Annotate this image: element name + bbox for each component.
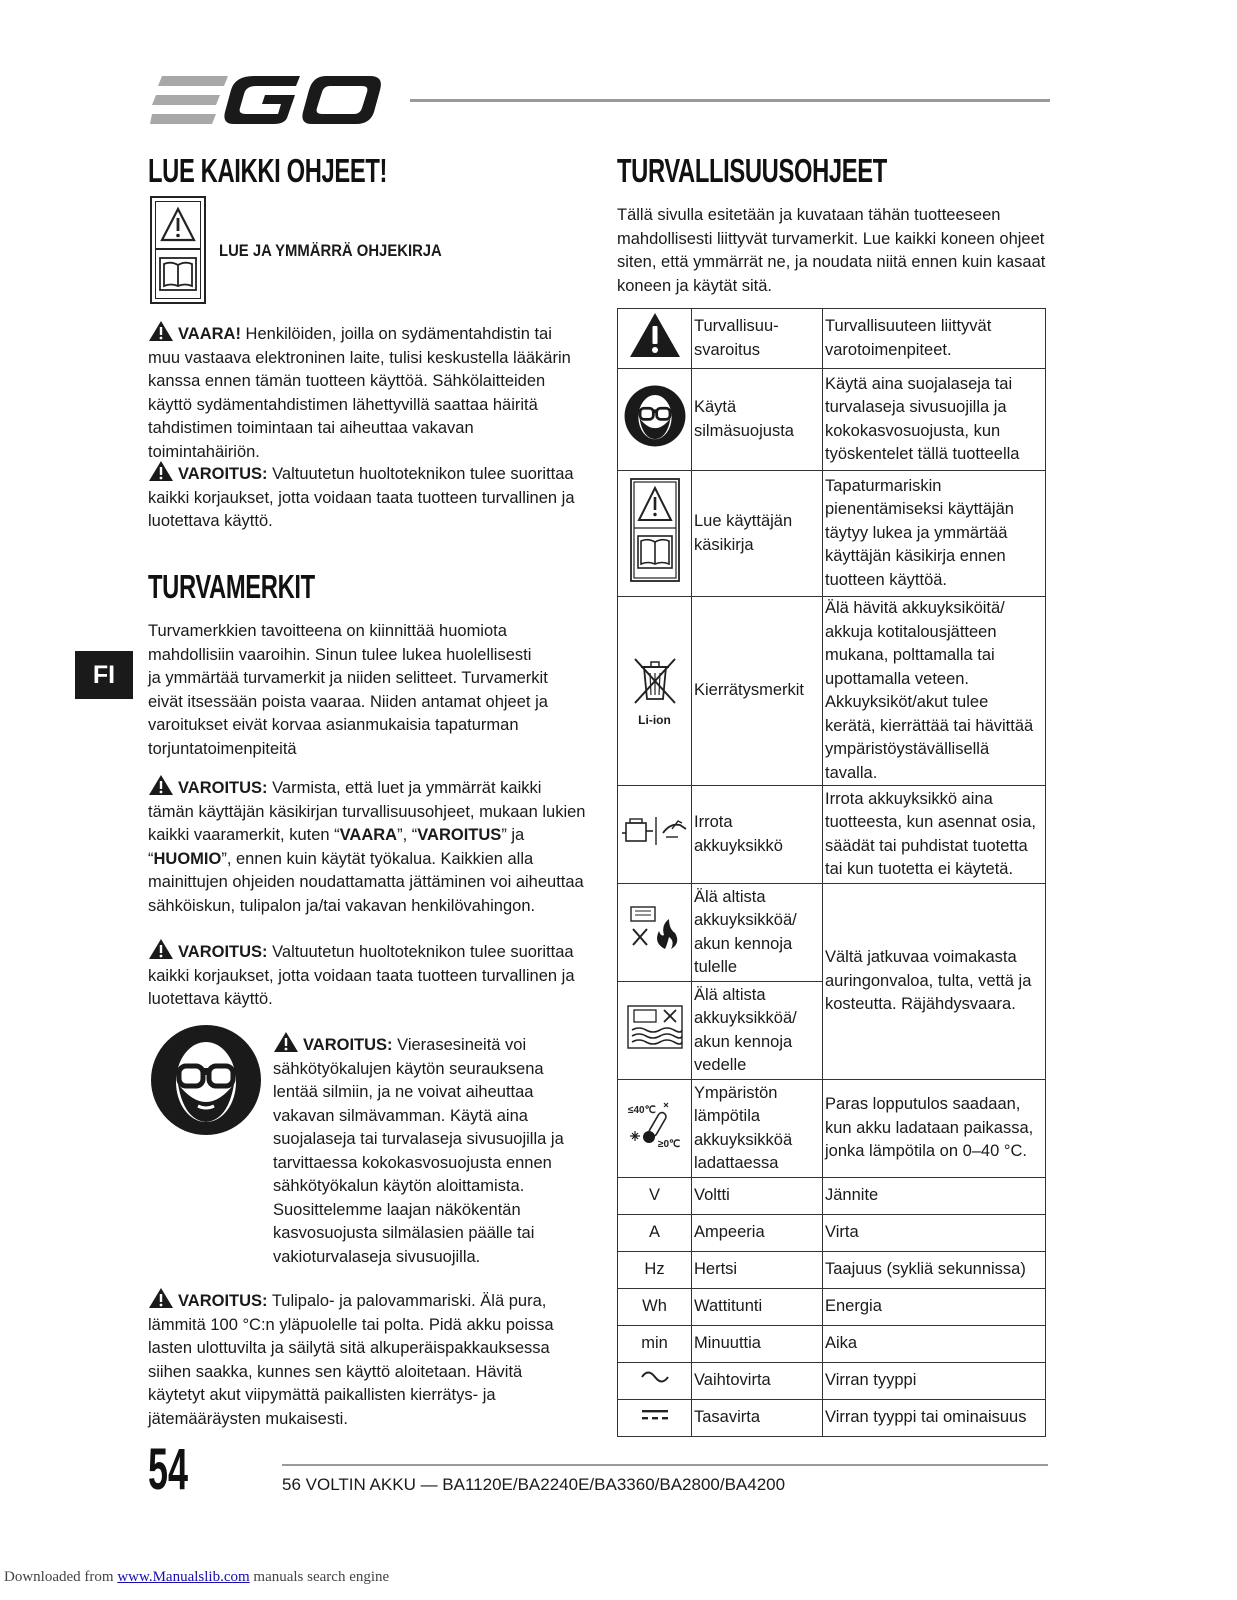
warning-icon: [273, 1031, 299, 1053]
book-icon: [159, 256, 197, 292]
symbol-description: Taajuus (sykliä sekunnissa): [823, 1252, 1046, 1289]
table-row: [618, 1178, 1046, 1215]
remove-battery-icon: [620, 811, 690, 851]
symbol-cell: min: [618, 1326, 692, 1363]
table-row: [618, 369, 1046, 471]
symbol-name: Voltti: [692, 1178, 823, 1215]
no-water-icon: [626, 1004, 684, 1050]
read-manual-label: LUE JA YMMÄRRÄ OHJEKIRJA: [219, 242, 442, 260]
symbol-cell: [618, 471, 692, 597]
symbol-cell: [618, 369, 692, 471]
warning-icon: [148, 320, 174, 342]
symbol-name: Wattitunti: [692, 1289, 823, 1326]
symbol-name: Ympäristön lämpötila akkuyksikköä ladattaessa: [692, 1080, 823, 1178]
table-row: [618, 597, 1046, 786]
symbol-description: Vältä jatkuvaa voimakasta auringonvaloa, tulta, vettä ja kosteutta. Räjähdysvaara.: [823, 884, 1046, 1080]
table-row: [618, 786, 1046, 884]
symbol-cell: V: [618, 1178, 692, 1215]
symbol-name: Minuuttia: [692, 1326, 823, 1363]
symbol-cell: [618, 597, 692, 786]
download-prefix: Downloaded from: [4, 1569, 118, 1585]
symbol-cell: [618, 1400, 692, 1437]
no-fire-icon: [627, 905, 683, 953]
symbol-cell: [618, 982, 692, 1080]
temp-low-label: ≥0℃: [657, 1138, 680, 1150]
temp-high-label: ≤40℃: [627, 1104, 656, 1116]
warning-icon: [148, 1287, 174, 1309]
footer-rule: [282, 1464, 1048, 1466]
download-notice: [4, 1569, 389, 1586]
warning-triangle-icon: [629, 311, 681, 359]
table-row: [618, 1080, 1046, 1178]
symbol-name: Lue käyttäjän käsikirja: [692, 471, 823, 597]
symbol-name: Kierrätysmerkit: [692, 597, 823, 786]
symbol-description: Turvallisuuteen liittyvät varotoimenpiteet.: [823, 309, 1046, 369]
symbol-name: Irrota akkuyksikkö: [692, 786, 823, 884]
read-manual-symbol-box: [150, 196, 206, 304]
table-row: [618, 1215, 1046, 1252]
symbol-description: Virta: [823, 1215, 1046, 1252]
table-row: [618, 1252, 1046, 1289]
symbol-cell: [618, 884, 692, 982]
symbol-description: Älä hävitä akkuyksiköitä/ akkuja kotitalousjätteen mukana, polttamalla tai upottamalla veteen. Akkuyksiköt/akut tulee kerätä, kierrättää tai hävittää ympäristöystävällisellä tavalla.: [823, 597, 1046, 786]
symbol-cell: Hz: [618, 1252, 692, 1289]
symbol-cell: [618, 309, 692, 369]
heading-read-all: LUE KAIKKI OHJEET!: [148, 152, 388, 189]
page-number: 54: [148, 1437, 188, 1502]
symbol-name: Tasavirta: [692, 1400, 823, 1437]
symbol-name: Ampeeria: [692, 1215, 823, 1252]
symbol-description: Virran tyyppi: [823, 1363, 1046, 1400]
footer-product-line: 56 VOLTIN AKKU — BA1120E/BA2240E/BA3360/BA2800/BA4200: [282, 1475, 786, 1494]
table-row: [618, 309, 1046, 369]
alternating-current-icon: [640, 1369, 670, 1385]
symbol-description: Irrota akkuyksikkö aina tuotteesta, kun asennat osia, säädät tai puhdistat tuotetta tai kun tuotetta ei käytetä.: [823, 786, 1046, 884]
warning-paragraph-eye-protection: VAROITUS: Vierasesineitä voi sähkötyökalujen käytön seurauksena lentää silmiin, ja ne voivat aiheuttaa vakavan silmävamman. Käytä aina suojalaseja tai turvalaseja sivusuojilla ja tarvittaessa kokokasvosuojusta ennen sähkötyökalun käytön aloittamista. Suosittelemme laajan näkökentän kasvosuojusta silmälasien päälle tai vakioturvalaseja sivusuojilla.: [273, 1031, 588, 1269]
warning-icon: [148, 774, 174, 796]
eye-protection-icon: [150, 1024, 262, 1136]
direct-current-icon: [640, 1406, 670, 1422]
symbol-description: Käytä aina suojalaseja tai turvalaseja sivusuojilla ja kokokasvosuojusta, kun työskentelet tällä tuotteella: [823, 369, 1046, 471]
symbol-cell: [618, 1363, 692, 1400]
symbol-name: Älä altista akkuyksikköä/ akun kennoja vedelle: [692, 982, 823, 1080]
safety-intro-paragraph: Tällä sivulla esitetään ja kuvataan tähän tuotteeseen mahdollisesti liittyvät turvamerkit. Lue kaikki koneen ohjeet siten, että ymmärrät ne, ja noudata niitä ennen kuin kasaat koneen ja käytät sitä.: [617, 206, 1046, 295]
safety-symbols-table: [617, 308, 1046, 1437]
symbol-cell: Wh: [618, 1289, 692, 1326]
warning-paragraph-fire: VAROITUS: Tulipalo- ja palovammariski. Älä pura, lämmitä 100 °C:n yläpuolelle tai polta. Pidä akku poissa lasten ulottuvilta ja säilytä sitä alkuperäispakkauksessa siihen saakka, kunnes sen käyttö aloitetaan. Hävitä käytetyt akut viipymättä paikallisten kierrätys- ja jätemääräysten mukaisesti.: [148, 1287, 563, 1431]
symbol-description: Paras lopputulos saadaan, kun akku ladataan paikassa, jonka lämpötila on 0–40 °C.: [823, 1080, 1046, 1178]
table-row: [618, 471, 1046, 597]
language-tab-fi: FI: [75, 651, 133, 699]
temperature-icon: [624, 1097, 686, 1153]
table-row: [618, 1363, 1046, 1400]
symbol-description: Aika: [823, 1326, 1046, 1363]
warning-paragraph-read-instructions: VAROITUS: Varmista, että luet ja ymmärrät kaikki tämän käyttäjän käsikirjan turvallisuusohjeet, mukaan lukien kaikki vaaramerkit, kuten “VAARA”, “VAROITUS” ja “HUOMIO”, ennen kuin käytät työkalua. Kaikkien alla mainittujen ohjeiden noudattamatta jättäminen voi aiheuttaa sähköiskun, tulipalon ja/tai vakavan henkilövahingon.: [148, 774, 586, 918]
warning-paragraph-repair-2: VAROITUS: Valtuutetun huoltoteknikon tulee suorittaa kaikki korjaukset, jotta voidaan taata tuotteen turvallinen ja luotettava käyttö.: [148, 938, 586, 1012]
warning-icon: [148, 938, 174, 960]
table-row: [618, 884, 1046, 982]
warning-icon: [148, 460, 174, 482]
heading-safety-symbols: TURVAMERKIT: [148, 568, 315, 605]
read-manual-icon: [630, 478, 680, 582]
ego-logo: [150, 72, 385, 128]
symbol-description: Tapaturmariskin pienentämiseksi käyttäjän täytyy lukea ja ymmärtää käyttäjän käsikirja ennen tuotteen käyttöä.: [823, 471, 1046, 597]
eye-protection-icon: [624, 385, 686, 447]
symbols-intro-paragraph: Turvamerkkien tavoitteena on kiinnittää huomiota mahdollisiin vaaroihin. Sinun tulee lukea huolellisesti ja ymmärtää turvamerkit ja niiden selitteet. Turvamerkit eivät itsessään poista vaaraa. Niiden antamat ohjeet ja varoitukset eivät korvaa asianmukaisia tapaturman torjuntatoimenpiteitä: [148, 622, 548, 758]
symbol-description: Jännite: [823, 1178, 1046, 1215]
download-suffix: manuals search engine: [249, 1569, 390, 1585]
symbol-name: Älä altista akkuyksikköä/ akun kennoja tulelle: [692, 884, 823, 982]
li-ion-label: Li-ion: [638, 712, 671, 727]
symbol-name: Turvallisuu- svaroitus: [692, 309, 823, 369]
symbol-name: Vaihtovirta: [692, 1363, 823, 1400]
header-rule: [410, 99, 1050, 102]
symbol-cell: [618, 1080, 692, 1178]
symbol-description: Virran tyyppi tai ominaisuus: [823, 1400, 1046, 1437]
symbol-cell: A: [618, 1215, 692, 1252]
symbol-name: Käytä silmäsuojusta: [692, 369, 823, 471]
warning-paragraph-repair: VAROITUS: Valtuutetun huoltoteknikon tulee suorittaa kaikki korjaukset, jotta voidaan taata tuotteen turvallinen ja luotettava käyttö.: [148, 460, 586, 534]
table-row: [618, 1400, 1046, 1437]
warning-triangle-icon: [160, 206, 196, 244]
symbol-cell: [618, 786, 692, 884]
symbol-name: Hertsi: [692, 1252, 823, 1289]
symbol-description: Energia: [823, 1289, 1046, 1326]
heading-safety-instructions: TURVALLISUUSOHJEET: [617, 152, 887, 189]
manualslib-link[interactable]: www.Manualslib.com: [117, 1569, 250, 1585]
recycling-li-ion-icon: [630, 655, 680, 705]
danger-paragraph: VAARA! Henkilöiden, joilla on sydämentahdistin tai muu vastaava elektroninen laite, tulisi keskustella lääkärin kanssa ennen tämän tuotteen käyttöä. Sähkölaitteiden käyttö sydämentahdistimen lähettyvillä saattaa häiritä tahdistimen toimintaan tai aiheuttaa vakavan toimintahäiriön.: [148, 320, 586, 464]
table-row: [618, 1326, 1046, 1363]
table-row: [618, 1289, 1046, 1326]
